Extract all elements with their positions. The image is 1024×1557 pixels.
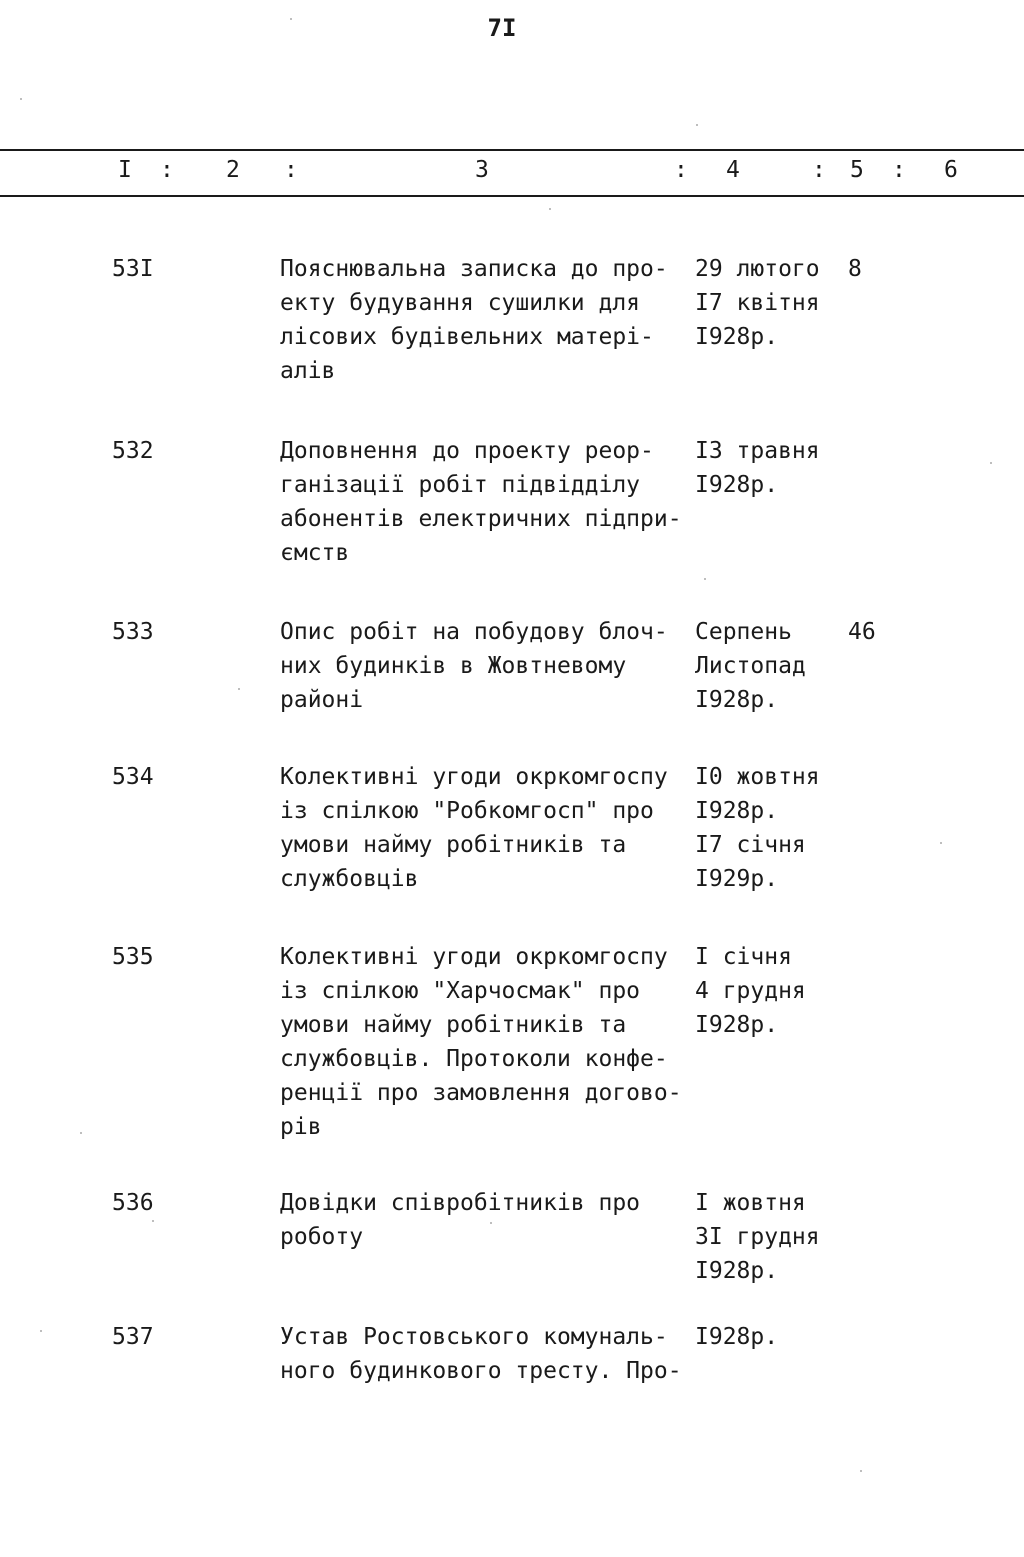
header-col-6: 6 — [944, 157, 958, 183]
entry-number: 534 — [112, 764, 154, 790]
description-line: службовців — [280, 866, 419, 892]
description-line: екту будування сушилки для — [280, 290, 641, 316]
entry-description — [280, 1320, 682, 1388]
date-line: I928р. — [695, 472, 779, 498]
noise-speck — [704, 578, 706, 580]
page-number: 7I — [487, 14, 517, 42]
header-sep: : — [674, 157, 688, 183]
date-line: I928р. — [695, 1012, 779, 1038]
header-col-1: I — [118, 157, 132, 183]
header-col-5: 5 — [850, 157, 864, 183]
header-sep: : — [160, 157, 174, 183]
description-line: рів — [280, 1114, 322, 1140]
noise-speck — [696, 124, 698, 126]
entry-description — [280, 252, 668, 388]
date-line: I жовтня — [695, 1190, 806, 1216]
date-line: 4 грудня — [695, 978, 806, 1004]
description-line: них будинків в Жовтневому — [280, 653, 627, 679]
description-line: Устав Ростовського комуналь- — [280, 1324, 668, 1350]
entry-dates — [695, 252, 820, 354]
noise-speck — [490, 1222, 492, 1224]
date-line: I7 квітня — [695, 290, 820, 316]
noise-speck — [238, 688, 240, 690]
entry-sheets: 8 — [848, 256, 862, 282]
description-line: Опис робіт на побудову блоч- — [280, 619, 668, 645]
entry-description — [280, 434, 682, 570]
entry-dates — [695, 1186, 820, 1288]
noise-speck — [940, 842, 942, 844]
entry-description — [280, 1186, 640, 1254]
description-line: службовців. Протоколи конфе- — [280, 1046, 668, 1072]
header-col-3: 3 — [475, 157, 489, 183]
date-line: I січня — [695, 944, 792, 970]
header-top-rule — [0, 149, 1024, 151]
date-line: Листопад — [695, 653, 806, 679]
description-line: Колективні угоди окркомгоспу — [280, 764, 668, 790]
entry-dates — [695, 434, 820, 502]
date-line: I928р. — [695, 687, 779, 713]
entry-dates — [695, 760, 820, 896]
entry-number: 53I — [112, 256, 154, 282]
description-line: умови найму робітників та — [280, 1012, 627, 1038]
header-col-4: 4 — [726, 157, 740, 183]
header-sep: : — [812, 157, 826, 183]
noise-speck — [549, 208, 551, 210]
description-line: лісових будівельних матері- — [280, 324, 654, 350]
date-line: I7 січня — [695, 832, 806, 858]
description-line: Колективні угоди окркомгоспу — [280, 944, 668, 970]
date-line: I3 травня — [695, 438, 820, 464]
description-line: ємств — [280, 540, 350, 566]
entry-description — [280, 940, 682, 1144]
header-bottom-rule — [0, 195, 1024, 197]
entry-number: 533 — [112, 619, 154, 645]
description-line: ганізації робіт підвідділу — [280, 472, 641, 498]
description-line: алів — [280, 358, 336, 384]
header-col-2: 2 — [226, 157, 240, 183]
date-line: Серпень — [695, 619, 792, 645]
entry-description — [280, 615, 668, 717]
description-line: роботу — [280, 1224, 364, 1250]
date-line: I0 жовтня — [695, 764, 820, 790]
entry-dates — [695, 1320, 778, 1354]
entry-number: 535 — [112, 944, 154, 970]
date-line: 3I грудня — [695, 1224, 820, 1250]
date-line: I928р. — [695, 1258, 779, 1284]
entry-number: 537 — [112, 1324, 154, 1350]
entry-dates — [695, 615, 806, 717]
date-line: I928р. — [695, 798, 779, 824]
entry-number: 536 — [112, 1190, 154, 1216]
description-line: із спілкою "Робкомгосп" про — [280, 798, 654, 824]
noise-speck — [40, 1330, 42, 1332]
noise-speck — [80, 1132, 82, 1134]
noise-speck — [290, 18, 292, 20]
entry-sheets: 46 — [848, 619, 876, 645]
description-line: ного будинкового тресту. Про- — [280, 1358, 682, 1384]
date-line: I928р. — [695, 1324, 779, 1350]
entry-dates — [695, 940, 806, 1042]
date-line: I928р. — [695, 324, 779, 350]
entry-number: 532 — [112, 438, 154, 464]
header-sep: : — [284, 157, 298, 183]
date-line: 29 лютого — [695, 256, 820, 282]
noise-speck — [20, 98, 22, 100]
description-line: Доповнення до проекту реор- — [280, 438, 654, 464]
description-line: абонентів електричних підпри- — [280, 506, 682, 532]
header-sep: : — [892, 157, 906, 183]
noise-speck — [152, 1220, 154, 1222]
noise-speck — [990, 462, 992, 464]
description-line: умови найму робітників та — [280, 832, 627, 858]
description-line: Пояснювальна записка до про- — [280, 256, 668, 282]
description-line: ренції про замовлення догово- — [280, 1080, 682, 1106]
date-line: I929р. — [695, 866, 779, 892]
description-line: районі — [280, 687, 364, 713]
entry-description — [280, 760, 668, 896]
description-line: Довідки співробітників про — [280, 1190, 641, 1216]
description-line: із спілкою "Харчосмак" про — [280, 978, 641, 1004]
noise-speck — [860, 1470, 862, 1472]
